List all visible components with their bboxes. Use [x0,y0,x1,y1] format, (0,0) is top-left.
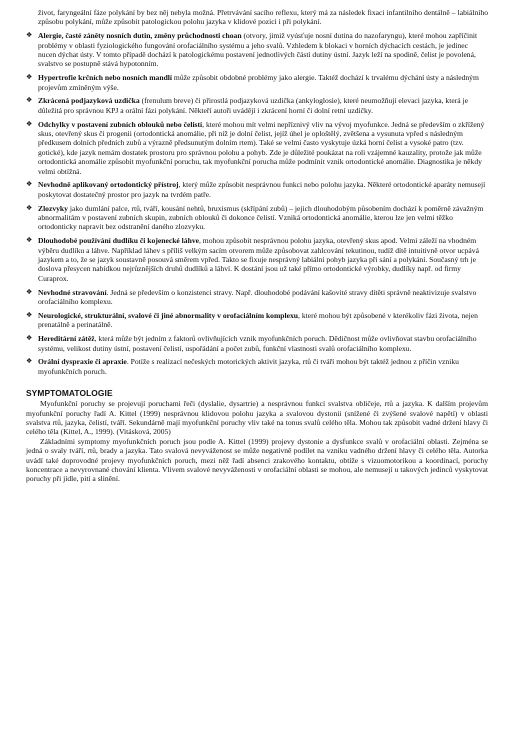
item-term: Hereditární zátěž [38,334,95,344]
list-item [26,357,488,376]
body-paragraph: Myofunkční poruchy se projevují poruchami řeči (dyslalie, dysartrie) a nesprávnou funkcí svalstva obličeje, rtů a jazyka. K dalším projevům myofunkční poruchy řadí A. Kittel (1999) nesprávnou klidovou polohu jazyka a svalovou dystonii (snížené či zvýšené svalové napětí) v oblasti svalstva rtů, jazyka, čelistí, tváří. Sekundárně mají myofunkční poruchy vliv také na tonus svalů celého těla. Mohou tak způsobit vadné držení hlavy či celého těla (Kittel, A., 1999). (Vitásková, 2005) [26,399,488,437]
item-term: Odchylky v postavení zubních oblouků nebo čelistí [38,119,203,129]
diamond-bullet-icon: ❖ [26,180,33,189]
item-text: . Jedná se především o konzistenci stravy. Např. dlouhodobé podávání kašovité stravy dítěti správně neaktivizuje svalstvo orofaciálního komplexu. [38,287,477,307]
item-text: může způsobit obdobné problémy jako alergie. Taktéž dochází k trvalému dýchání ústy a následným projevům zmíněným výše. [38,73,479,92]
item-text: (otvory, jimiž vyúsťuje nosní dutina do nazofaryngu), které mohou zapříčinit problémy v oblasti fyziologického fungování orofaciálního systému a jeho svalů. Vzhledem k blokaci v horních dýchacích cestách, je jedinec nucen dýchat ústy. V tomto případě dochází k patologickému postavení jednotlivých částí dutiny ústní. Jazyk leží na spodině, čelist je povolená, svalstvo se postupně stává hypotonním. [38,31,478,69]
intro-paragraph: život, faryngeální fáze polykání by bez něj nebyla možná. Přetrvávání sacího reflexu, který má za následek fixaci infantilního dentálně – labiálního způsobu polykání, může způsobit patologickou polohu jazyka v klidové pozici i při polykání. [38,8,488,27]
item-term: Nevhodné stravování [38,287,107,297]
item-text: . Potíže s realizací nečeských motorických aktivit jazyka, rtů či tváří mohou být taktéž jednou z příčin vzniku myofunkčních poruch. [38,357,459,376]
list-item [26,288,488,307]
diamond-bullet-icon: ❖ [26,236,33,245]
diamond-bullet-icon: ❖ [26,119,33,128]
item-term: Orální dyspraxie či apraxie [38,357,127,367]
item-text: , která může být jedním z faktorů ovlivňujících vznik myofunkčních poruch. Dědičnost může ovlivňovat stavbu orofaciálního systému, velikost dutiny ústní, postavení čelistí, uspořádání a počet zubů, funkční vlastnosti svalů orofaciálního komplexu. [38,334,477,353]
diamond-bullet-icon: ❖ [26,287,33,296]
item-term: Dlouhodobé používání dudlíku či kojenecké láhve [38,236,199,246]
list-item [26,311,488,330]
item-term: Alergie, časté záněty nosních dutin, změny průchodnosti choan [38,31,242,41]
item-text: , který může způsobit nesprávnou funkci nebo polohu jazyka. Některé ortodontické aparáty nemusejí poskytovat dostatečný prostor pro jazyk na tvrdém patře. [38,180,486,199]
list-item [26,334,488,353]
item-text: , které mohou být způsobené v kterékoliv fázi života, nejen prenatálně a perinatálně. [38,310,478,330]
list-item [26,73,488,92]
list-item [26,236,488,283]
item-term: Hypertrofie krčních nebo nosních mandlí [38,73,173,83]
item-term: Neurologické, strukturální, svalové či jiné abnormality v orofaciálním komplexu [38,310,299,320]
item-term: Zlozvyky [38,203,68,213]
item-term: Nevhodně aplikovaný ortodontický přístroj [38,180,179,190]
diamond-bullet-icon: ❖ [26,96,33,105]
diamond-bullet-icon: ❖ [26,334,33,343]
item-text: , které mohou mít velmi nepříznivý vliv na vývoj myofunkce. Jedná se především o zkřížený skus, otevřený skus či progenii (ortodontická anomálie, při níž je dolní čelist, jejíž úhel je oploštělý, zvětšena a vysunuta vpřed s následným předkusem dolních předních zubů a výrazně předsunutým dolním rtem). Také se velmi často vyskytuje úzká horní čelist a vysoké patro (tzv. gotické), kde jazyk nemám dostatek prostoru pro správnou polohu a pohyb. Zde je důležité poukázat na roli vzájemné kauzality, protože jak může ortodontická anomálie způsobit myofunkční poruchu, tak myofunkční porucha může podmínit vznik ortodontické anomálie. Diagnostika je někdy velmi obtížná. [38,119,485,176]
list-item [26,120,488,176]
list-item [26,180,488,199]
item-text: (frenulum breve) či přirostlá podjazyková uzdička (ankyloglosie), které neumožňují elevaci jazyka, která je důležitá pro správnou KPJ a orální fázi polykání. Někteří autoři uvádějí i zkrácení horní či dolní retní uzdičky. [38,96,468,115]
item-text: , mohou způsobit nesprávnou polohu jazyka, otevřený skus apod. Velmi záleží na vhodném výběru dudlíku a láhve. Například láhev s příliš velkým sacím otvorem může způsobovat zahlcování tekutinou, tudíž dítě intuitivně otvor ucpává jazykem a to, že se jazyk soustavně posouvá směrem vpřed. Takto se fixuje nesprávný labiální pohyb jazyka při sání a polykání. Současný trh je doslova přesycen nabídkou nejrůznějších druhů dudlíků a láhví. K dostání jsou už také přímo ortodontické výrobky, dudlíky např. od firmy Curaprox. [38,236,479,283]
list-item [26,31,488,69]
body-paragraph: Základními symptomy myofunkčních poruch jsou podle A. Kittel (1999) projevy dystonie a dysfunkce svalů v orofaciální oblasti. Zejména se jedná o svaly tváří, rtů, brady a jazyka. Tato svalová nevyváženost se může negativně podílet na vzniku vadného držení hlavy či celého těla. Autorka uvádí také doprovodné projevy myofunkčních poruch, mezi něž řadí absenci zrakového kontaktu, obtíže s vizuomotorikou a koordinací, poruchy koncentrace a nevyrovnané chování klienta. Vlivem svalové nevyváženosti v orofaciální oblasti se mohou, ale nemusejí u takových jedinců vyskytovat poruchy při jídle, pití a slinění. [26,436,488,484]
list-item [26,96,488,115]
item-term: Zkrácená podjazyková uzdička [38,96,140,106]
item-text: jako dumlání palce, rtů, tváří, kousání nehtů, bruxismus (skřípání zubů) – jejich dlouhodobým působením dochází k poměrně závažným abnormalitám v postavení zubních skupin, zubních oblouků či dokonce čelistí. Vzniká ortodontická anomálie, kterou lze jen velmi těžko ortodonticky napravit bez odstranění daného zlozvyku. [38,203,484,232]
diamond-bullet-icon: ❖ [26,203,33,212]
diamond-bullet-icon: ❖ [26,73,33,82]
diamond-bullet-icon: ❖ [26,357,33,366]
cause-list [26,31,488,376]
diamond-bullet-icon: ❖ [26,310,33,319]
diamond-bullet-icon: ❖ [26,31,33,40]
list-item [26,204,488,232]
section-heading: SYMPTOMATOLOGIE [26,388,113,399]
